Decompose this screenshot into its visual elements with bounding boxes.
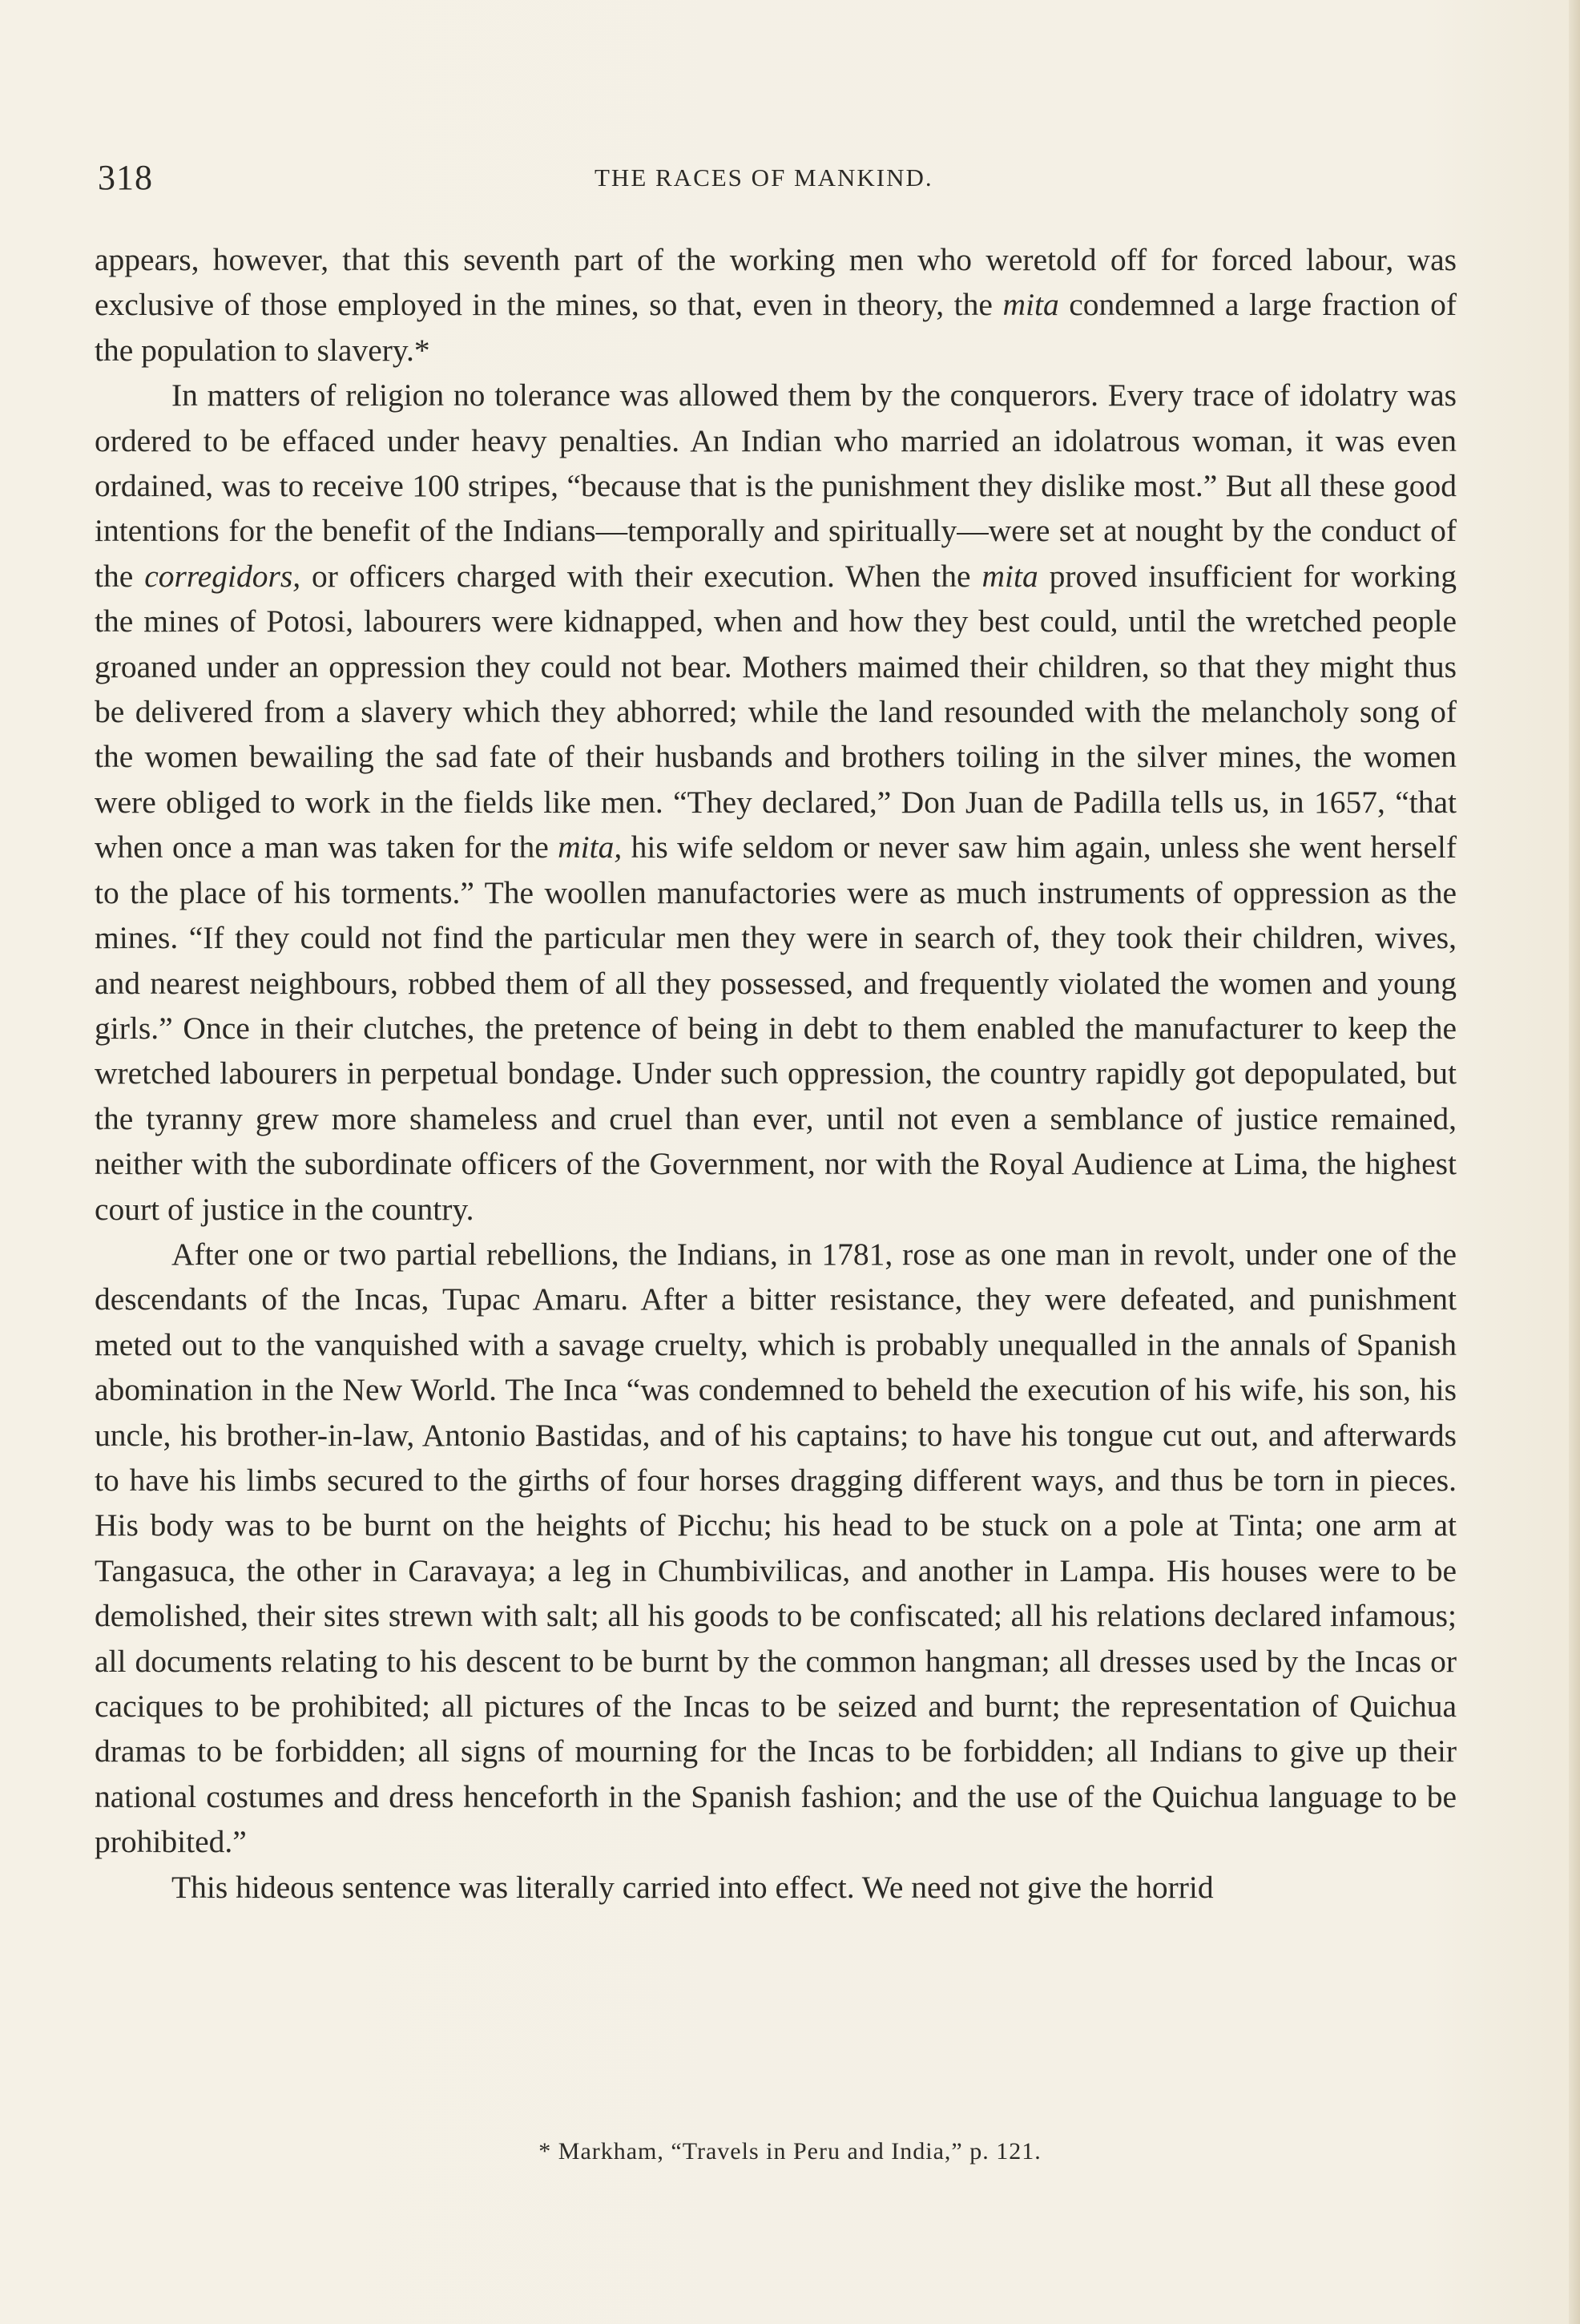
text-run: After one or two partial rebellions, the Indians, in 1781, rose as one man in revolt, under one of the descendants of the Incas, Tupac Amaru. After a bitter resistance, they were defeated, and punishment meted out to the vanquished with a savage cruelty, which is probably unequalled in the annals of Spanish abomination in the New World. The Inca “was condemned to beheld the execution of his wife, his son, his uncle, his brother-in-law, Antonio Bastidas, and of his captains; to have his tongue cut out, and afterwards to have his limbs secured to the girths of four horses dragging different ways, and thus be torn in pieces. His body was to be burnt on the heights of Picchu; his head to be stuck on a pole at Tinta; one arm at Tangasuca, the other in Caravaya; a leg in Chumbivilicas, and another in Lampa. His houses were to be demolished, their sites strewn with salt; all his goods to be confiscated; all his relations declared infamous; all documents relating to his descent to be burnt by the common hangman; all dresses used by the Incas or caciques to be prohibited; all pictures of the Incas to be seized and burnt; the representation of Quichua dramas to be forbidden; all signs of mourning for the Incas to be forbidden; all Indians to give up their national costumes and dress henceforth in the Spanish fashion; and the use of the Quichua language to be prohibited.” [95,1236,1457,1860]
italic-term: mita, [558,829,623,865]
text-run: condemned a large fraction of the population to slavery.* [95,287,1457,368]
text-run: This hideous sentence was literally carried into effect. We need not give the horrid [171,1869,1214,1905]
running-head: THE RACES OF MANKIND. [595,163,933,192]
page-number: 318 [98,158,153,197]
text-run: appears, however, that this seventh part of the working men who weretold off for forced labour, was exclusive of those employed in the mines, so that, even in theory, the [95,242,1457,323]
italic-term: corregidors, [144,558,301,594]
paragraph-1 [95,237,1457,373]
italic-term: mita [981,558,1038,594]
text-run: In matters of religion no tolerance was allowed them by the conquerors. Every trace of idolatry was ordered to be effaced under heavy penalties. An Indian who married an idolatrous woman, it was even ordained, was to receive 100 stripes, “because that is the punishment they dislike most.” But all these good intentions for the benefit of the Indians—temporally and spiritually—were set at nought by the conduct of the [95,377,1457,594]
footnote: * Markham, “Travels in Peru and India,” p. 121. [538,2138,1042,2165]
text-run: proved insufficient for working the mines of Potosi, labourers were kidnapped, when and how they best could, until the wretched people groaned under an oppression they could not bear. Mothers maimed their children, so that they might thus be delivered from a slavery which they abhorred; while the land resounded with the melancholy song of the women bewailing the sad fate of their husbands and brothers toiling in the silver mines, the women were obliged to work in the fields like men. “They declared,” Don Juan de Padilla tells us, in 1657, “that when once a man was taken for the [95,558,1457,865]
body-text [95,237,1457,1910]
page-header [98,157,1460,205]
paragraph-3 [95,1232,1457,1865]
paragraph-2 [95,373,1457,1232]
page-edge [1569,0,1580,2324]
paragraph-4 [95,1865,1457,1910]
text-run: his wife seldom or never saw him again, unless she went herself to the place of his torments.” The woollen manufactories were as much instruments of oppression as the mines. “If they could not find the particular men they were in search of, they took their children, wives, and nearest neighbours, robbed them of all they possessed, and frequently violated the women and young girls.” Once in their clutches, the pretence of being in debt to them enabled the manufacturer to keep the wretched labourers in perpetual bondage. Under such oppression, the country rapidly got depopulated, but the tyranny grew more shameless and cruel than ever, until not even a semblance of justice remained, neither with the subordinate officers of the Government, nor with the Royal Audience at Lima, the highest court of justice in the country. [95,829,1457,1227]
text-run: or officers charged with their execution. When the [300,558,982,594]
italic-term: mita [1002,287,1059,323]
